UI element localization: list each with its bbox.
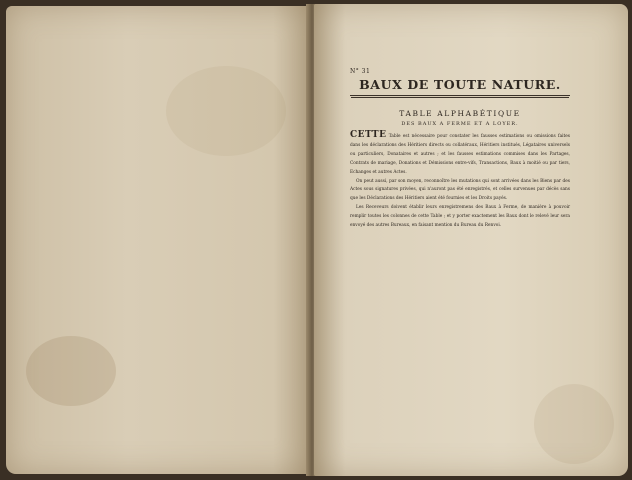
page-number: N° 31 bbox=[350, 68, 371, 75]
left-page-blank bbox=[6, 6, 310, 474]
section-subtitle: TABLE ALPHABÉTIQUE bbox=[399, 109, 521, 118]
paragraph bbox=[350, 178, 570, 205]
paper-stain bbox=[534, 384, 614, 464]
paragraph-text: Les Receveurs doivent établir leurs enregistremens des Baux à Ferme, de manière à pouvoir remplir toutes les colonnes de cette Table ; et y porter exactement les Baux dont le relevé leur sera envoyé des autres Bureaux, en faisant mention du Bureau du Renvoi. bbox=[350, 205, 570, 229]
paragraph-dropcap: CETTE bbox=[350, 130, 387, 140]
section-subtitle-secondary: DES BAUX A FERME ET A LOYER. bbox=[401, 121, 519, 127]
paragraph-text: On peut aussi, par son moyen, reconnoître les mutations qui sont arrivées dans les Biens par des Actes sous signatures privées, qui n'auront pas été enregistrés, et celles survenues par décès sans que les Déclarations des Héritiers aient été fournies et les Droits payés. bbox=[350, 178, 570, 202]
page-title: BAUX DE TOUTE NATURE. bbox=[350, 77, 570, 96]
paragraph bbox=[350, 204, 570, 231]
paragraph-text: Table est nécessaire pour constater les fausses estimations ou omissions faites dans les déclarations des Héritiers directs ou collatéraux, Héritiers institués, Légataires universels ou particuliers, Donataires et autres ; et les fausses estimations commises dans les Partages, Contrats de mariage, Donations et Démissions entre-vifs, Transactions, Baux à moitié ou par tiers, Echanges et autres Actes. bbox=[350, 134, 570, 175]
paragraph bbox=[350, 131, 570, 178]
page-content bbox=[350, 68, 570, 231]
paper-stain bbox=[26, 336, 116, 406]
paper-stain bbox=[166, 66, 286, 156]
